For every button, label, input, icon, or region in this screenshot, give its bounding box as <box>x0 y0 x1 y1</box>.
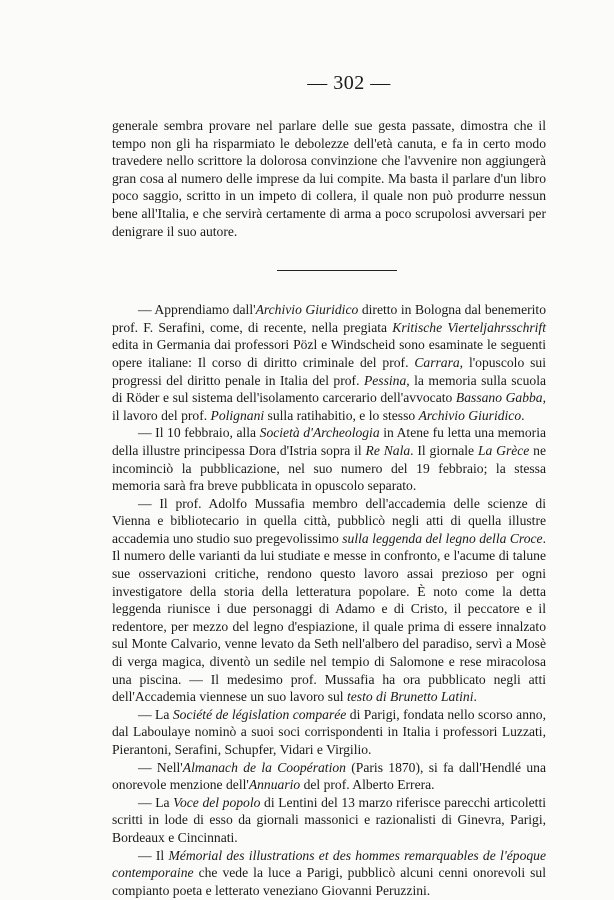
note-text: , l'opuscolo sui progressi del diritto penale in Italia del prof. <box>112 354 546 388</box>
note-text: in Atene fu letta una memoria della illustre principessa Dora d'Istria sopra il <box>112 425 546 458</box>
note-italic-text: Re Nala <box>365 442 411 458</box>
note-text: — Apprendiamo dall' <box>138 302 256 318</box>
note-text: — Il <box>138 847 169 863</box>
note-societe-legislation <box>112 706 546 759</box>
note-text: ne incominciò la pubblicazione, nel suo numero del 19 febbraio; la stessa memoria sarà fra breve pubblicata in opuscolo separato. <box>112 442 547 494</box>
note-italic-text: Carrara <box>414 354 460 370</box>
note-italic-text: Pessina <box>363 372 407 388</box>
note-italic-text: Archivio Giuridico <box>255 302 359 318</box>
notes-section <box>112 301 546 899</box>
section-divider <box>277 270 397 271</box>
note-italic-text: Mémorial des illustrations et des hommes remarquables de l'époque contemporaine <box>112 847 546 881</box>
note-text: . <box>473 689 477 705</box>
note-italic-text: Voce del popolo <box>173 794 261 810</box>
note-memorial <box>112 847 546 900</box>
note-societa-archeologia <box>112 424 546 494</box>
note-text: . Il giornale <box>410 442 478 458</box>
note-text: — Il prof. Adolfo Mussafia membro dell'accademia delle scienze di Vienna e bibliotecario in quella città, pubblicò negli atti di quella illustre accademia uno studio suo pregevolissimo <box>112 495 546 546</box>
note-text: di Parigi, fondata nello scorso anno, dal Laboulaye nominò a suoi soci corrispondenti in Italia i professori Luzzati, Pierantoni, Serafini, Schupfer, Vidari e Virgilio. <box>112 706 546 757</box>
intro-paragraph: generale sembra provare nel parlare delle sue gesta passate, dimostra che il tempo non gli ha risparmiato le debolezze dell'età canuta, e fa in certo modo travedere nello scrittore la dolorosa convinzione che l'avvenire non aggiungerà gran cosa al numero delle imprese da lui compite. Ma basta il parlare d'un libro poco saggio, scritto in un impeto di collera, il quale non può produrre nessun bene all'Italia, e che servirà certamente di arma a poco scrupolosi avversari per denigrare il suo autore. <box>112 118 546 239</box>
note-text: . Il numero delle varianti da lui studiate e messe in confronto, e l'acume di talune sue osservazioni critiche, rendono questo lavoro assai prezioso per ogni investigatore della storia della letteratura popolare. È noto come la detta leggenda riunisce i due personaggi di Adamo e di Cristo, il peccatore e il redentore, per mezzo del legno d'espiazione, il quale prima di essere innalzato sul Monte Calvario, venne levato da Seth nell'albero del paradiso, servì a Mosè di verga magica, diventò un sedile nel tempio di Salomone e rese miracolosa una piscina. — Il medesimo prof. Mussafia ha ora pubblicato negli atti dell'Accademia viennese un suo lavoro sul <box>112 530 546 705</box>
note-text: , il lavoro del prof. <box>112 390 546 423</box>
note-archivio-giuridico <box>112 301 546 424</box>
note-italic-text: sulla leggenda del legno della Croce <box>342 530 543 546</box>
note-text: . <box>521 407 525 423</box>
note-italic-text: La Grèce <box>477 442 530 458</box>
note-italic-text: testo di Brunetto Latini <box>346 689 474 705</box>
note-italic-text: Kritische Vierteljahrsschrift <box>392 319 546 335</box>
note-italic-text: Almanach de la Coopération <box>182 759 346 775</box>
note-italic-text: Società d'Archeologia <box>259 425 380 441</box>
note-text: di Lentini del 13 marzo riferisce parecchi articoletti scritti in lode di esso da giornali massonici e razionalisti di Ginevra, Parigi, Bordeaux e Cincinnati. <box>112 794 546 845</box>
note-mussafia <box>112 495 546 706</box>
note-voce-del-popolo <box>112 794 546 847</box>
note-text: — Il 10 febbraio, alla <box>138 425 260 441</box>
note-text: edita in Germania dai professori Pözl e Windscheid sono esaminate le seguenti opere italiane: Il corso di diritto criminale del prof. <box>112 337 546 370</box>
note-italic-text: Société de législation comparée <box>172 706 347 722</box>
note-text: (Paris 1870), si fa dall'Hendlé una onorevole menzione dell' <box>112 759 546 793</box>
note-italic-text: Bassano Gabba <box>455 390 543 406</box>
note-text: — La <box>138 794 174 810</box>
note-text: diretto in Bologna dal benemerito prof. F. Serafini, come, di recente, nella pregiata <box>112 302 546 335</box>
note-almanach-cooperation <box>112 759 546 794</box>
note-italic-text: Archivio Giuridico <box>418 407 522 423</box>
page-number: — 302 — <box>307 72 391 94</box>
note-text: — Nell' <box>138 759 183 775</box>
note-text: del prof. Alberto Errera. <box>300 777 435 793</box>
note-text: — La <box>138 706 173 722</box>
note-text: , la memoria sulla scuola di Röder e sul sistema dell'isolamento carcerario dell'avvocato <box>112 372 546 406</box>
note-italic-text: Annuario <box>248 777 301 793</box>
note-text: sulla ratihabitio, e lo stesso <box>264 407 419 423</box>
note-text: che vede la luce a Parigi, pubblicò alcuni cenni onorevoli sul compianto poeta e letterato veneziano Giovanni Peruzzini. <box>112 865 546 898</box>
note-italic-text: Polignani <box>210 407 265 423</box>
